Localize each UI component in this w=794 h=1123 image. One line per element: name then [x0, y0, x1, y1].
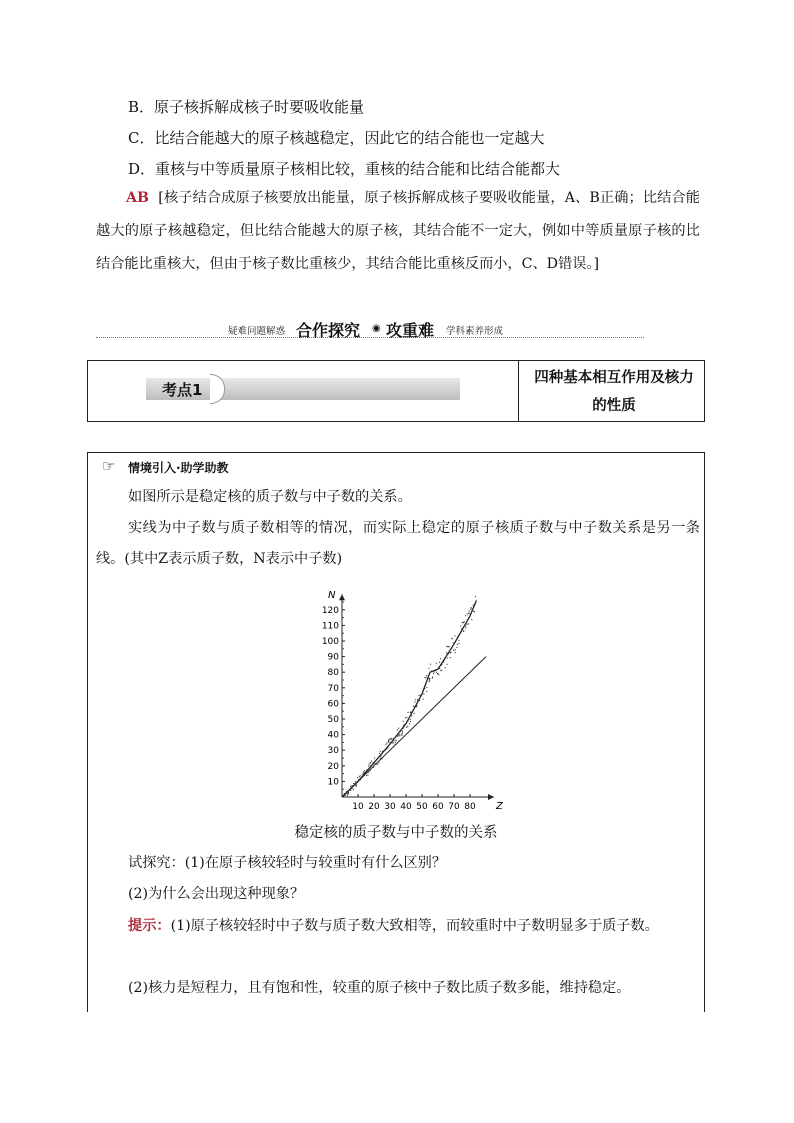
y-tick-label: 70: [327, 683, 339, 694]
scatter-dot: [460, 626, 461, 627]
scatter-dot: [365, 773, 366, 774]
scatter-dot: [423, 693, 424, 694]
scatter-dot: [437, 673, 438, 674]
y-axis-label: N: [328, 590, 336, 602]
scatter-dot: [461, 628, 462, 629]
scatter-dot: [453, 650, 454, 651]
banner-rule: [96, 337, 644, 338]
banner-center-b: 攻重难: [386, 321, 435, 340]
scatter-dot: [435, 670, 436, 671]
scatter-dot: [362, 773, 363, 774]
stability-chart: [318, 577, 508, 817]
scatter-dot: [441, 665, 442, 666]
scatter-dot: [370, 765, 371, 766]
scatter-dot: [406, 717, 407, 718]
scatter-dot: [447, 664, 448, 665]
scatter-dot: [420, 695, 421, 696]
scatter-dot: [370, 762, 371, 763]
scatter-dot: [357, 777, 358, 778]
scatter-dot: [410, 712, 411, 713]
scatter-dot: [475, 604, 476, 605]
scatter-dot: [380, 756, 381, 757]
y-tick-label: 30: [327, 746, 339, 757]
scatter-dot: [409, 723, 410, 724]
scatter-dot: [424, 677, 425, 678]
scatter-dot: [429, 679, 430, 680]
scatter-dot: [458, 643, 459, 644]
scatter-dot: [367, 774, 368, 775]
scatter-dot: [462, 622, 463, 623]
scatter-dot: [429, 678, 430, 679]
scatter-dot: [363, 775, 364, 776]
scatter-dot: [448, 653, 449, 654]
scatter-dot: [352, 788, 353, 789]
scatter-dot: [428, 668, 429, 669]
section-banner: [96, 318, 644, 340]
scatter-dot: [399, 735, 400, 736]
y-tick-label: 20: [327, 761, 339, 772]
y-tick-label: 50: [327, 715, 339, 725]
scatter-dot: [401, 733, 402, 734]
scatter-dot: [444, 659, 445, 660]
scatter-dot: [374, 757, 375, 758]
x-tick-label: 80: [464, 802, 476, 812]
hint-1: [96, 911, 700, 942]
scatter-dot: [445, 667, 446, 668]
scatter-dot: [458, 640, 459, 641]
scatter-dot: [371, 760, 372, 761]
scatter-dot: [397, 736, 398, 737]
scatter-dot: [449, 652, 450, 653]
x-tick-label: 30: [384, 802, 396, 812]
scatter-dot: [452, 638, 453, 639]
scatter-dot: [416, 705, 417, 706]
scatter-dot: [368, 765, 369, 766]
scatter-dot: [457, 636, 458, 637]
scatter-dot: [429, 681, 430, 682]
chart-axes: [328, 590, 504, 812]
scatter-dot: [441, 670, 442, 671]
scatter-dot: [345, 795, 346, 796]
x-tick-label: 60: [432, 802, 444, 812]
chart-ticks: [322, 602, 476, 812]
scatter-dot: [403, 721, 404, 722]
scatter-dot: [451, 652, 452, 653]
kaodian-box: [87, 360, 705, 422]
scatter-dot: [395, 744, 396, 745]
scatter-dot: [423, 699, 424, 700]
scatter-dot: [402, 732, 403, 733]
scatter-dot: [385, 750, 386, 751]
scatter-dot: [351, 787, 352, 788]
scatter-dot: [407, 726, 408, 727]
kaodian-tag: [146, 378, 460, 400]
question-1: 试探究：(1)在原子核较轻时与较重时有什么区别？: [128, 855, 447, 871]
scatter-dot: [373, 767, 374, 768]
situation-p2: 实线为中子数与质子数相等的情况，而实际上稳定的原子核质子数与中子数关系是另一条线。(其中Z表示质子数，N表示中子数): [96, 520, 700, 567]
scatter-dot: [436, 663, 437, 664]
scatter-dot: [393, 740, 394, 741]
scatter-dot: [367, 769, 368, 770]
scatter-dot: [471, 607, 472, 608]
scatter-dot: [393, 738, 394, 739]
kaodian-divider: [518, 361, 519, 421]
scatter-dot: [366, 775, 367, 776]
scatter-dot: [413, 706, 414, 707]
option-c: C．比结合能越大的原子核越稳定，因此它的结合能也一定越大: [128, 129, 545, 147]
scatter-dot: [436, 672, 437, 673]
scatter-dot: [422, 691, 423, 692]
scatter-dot: [467, 624, 468, 625]
scatter-dot: [387, 747, 388, 748]
kaodian-cap: [210, 374, 225, 404]
scatter-dot: [455, 652, 456, 653]
scatter-dot: [402, 731, 403, 732]
hint-1-text: (1)原子核较轻时中子数与质子数大致相等，而较重时中子数明显多于质子数。: [170, 918, 659, 934]
scatter-dot: [456, 647, 457, 648]
scatter-dot: [418, 695, 419, 696]
scatter-dot: [465, 627, 466, 628]
scatter-dot: [352, 786, 353, 787]
chart-scatter: [344, 596, 476, 796]
scatter-dot: [469, 611, 470, 612]
scatter-dot: [472, 610, 473, 611]
scatter-dot: [396, 740, 397, 741]
scatter-dot: [355, 785, 356, 786]
scatter-dot: [410, 721, 411, 722]
answer-text: [核子结合成原子核要放出能量，原子核拆解成核子要吸收能量，A、B正确；比结合能越大的原子核越稳定，但比结合能越大的原子核，其结合能不一定大，例如中等质量原子核的比结合能比重核大，但由于核子数比重核少，其结合能比重核反而小，C、D错误。]: [96, 190, 700, 272]
scatter-dot: [406, 727, 407, 728]
banner-center-a: 合作探究: [296, 321, 361, 340]
scatter-dot: [465, 626, 466, 627]
scatter-dot: [438, 674, 439, 675]
scatter-dot: [454, 635, 455, 636]
situation-p1: 如图所示是稳定核的质子数与中子数的关系。: [128, 489, 412, 505]
scatter-dot: [364, 772, 365, 773]
scatter-dot: [471, 619, 472, 620]
scatter-dot: [415, 699, 416, 700]
y-tick-label: 90: [327, 652, 339, 663]
scatter-dot: [433, 673, 434, 674]
scatter-dot: [417, 699, 418, 700]
scatter-dot: [350, 790, 351, 791]
x-axis-label: Z: [496, 801, 503, 812]
scatter-dot: [372, 762, 373, 763]
banner-right: 学科素养形成: [446, 326, 504, 337]
scatter-dot: [449, 646, 450, 647]
y-tick-label: 100: [321, 637, 339, 647]
banner-left: 疑难问题解惑: [228, 326, 286, 337]
kaodian-title: 四种基本相互作用及核力的性质: [534, 369, 694, 414]
scatter-dot: [446, 652, 447, 653]
scatter-dot: [426, 691, 427, 692]
scatter-dot: [404, 724, 405, 725]
scatter-dot: [376, 763, 377, 764]
scatter-dot: [414, 706, 415, 707]
y-tick-label: 80: [327, 668, 339, 679]
scatter-dot: [421, 693, 422, 694]
chart-series: [342, 600, 486, 797]
scatter-dot: [450, 657, 451, 658]
scatter-dot: [356, 784, 357, 785]
scatter-dot: [405, 717, 406, 718]
scatter-dot: [413, 709, 414, 710]
scatter-dot: [443, 661, 444, 662]
scatter-dot: [398, 728, 399, 729]
scatter-dot: [447, 657, 448, 658]
x-tick-label: 20: [368, 802, 380, 812]
y-tick-label: 120: [321, 605, 339, 616]
scatter-dot: [452, 642, 453, 643]
scatter-dot: [346, 791, 347, 792]
answer-explanation: [96, 182, 700, 281]
x-tick-label: 40: [400, 802, 412, 812]
scatter-dot: [380, 758, 381, 759]
scatter-dot: [354, 783, 355, 784]
scatter-dot: [385, 744, 386, 745]
scatter-dot: [407, 712, 408, 713]
option-b: B．原子核拆解成核子时要吸收能量: [128, 98, 365, 116]
scatter-dot: [469, 613, 470, 614]
hint-label: 提示：: [128, 918, 171, 934]
scatter-dot: [348, 791, 349, 792]
scatter-dot: [391, 738, 392, 739]
scatter-dot: [378, 762, 379, 763]
scatter-dot: [417, 700, 418, 701]
scatter-dot: [388, 741, 389, 742]
scatter-dot: [353, 783, 354, 784]
scatter-dot: [420, 697, 421, 698]
scatter-dot: [354, 784, 355, 785]
scatter-dot: [465, 615, 466, 616]
scatter-dot: [383, 750, 384, 751]
scatter-dot: [388, 740, 389, 741]
scatter-dot: [403, 727, 404, 728]
x-axis-arrow: [488, 794, 494, 800]
scatter-dot: [413, 713, 414, 714]
scatter-dot: [389, 738, 390, 739]
scatter-dot: [457, 644, 458, 645]
chart-caption: 稳定核的质子数与中子数的关系: [294, 825, 498, 841]
scatter-dot: [474, 611, 475, 612]
scatter-dot: [439, 662, 440, 663]
banner-dot-icon: ◉: [372, 323, 381, 334]
scatter-dot: [390, 739, 391, 740]
scatter-dot: [347, 795, 348, 796]
scatter-dot: [424, 688, 425, 689]
scatter-dot: [410, 719, 411, 720]
scatter-dot: [428, 677, 429, 678]
scatter-dot: [446, 646, 447, 647]
scatter-dot: [403, 725, 404, 726]
scatter-dot: [368, 772, 369, 773]
pointing-hand-icon: ☞: [102, 457, 116, 475]
y-tick-label: 10: [327, 777, 339, 788]
scatter-dot: [416, 706, 417, 707]
y-tick-label: 110: [321, 621, 339, 632]
scatter-dot: [355, 781, 356, 782]
scatter-dot: [382, 758, 383, 759]
scatter-dot: [467, 613, 468, 614]
scatter-dot: [463, 630, 464, 631]
scatter-dot: [475, 596, 476, 597]
kaodian-label: 考点1: [162, 381, 203, 399]
answer-key: AB: [126, 190, 149, 206]
scatter-dot: [382, 751, 383, 752]
scatter-dot: [401, 735, 402, 736]
scatter-dot: [401, 730, 402, 731]
scatter-dot: [473, 605, 474, 606]
situation-heading: 情境引入·助学助教: [128, 461, 229, 475]
scatter-dot: [468, 623, 469, 624]
scatter-dot: [369, 763, 370, 764]
scatter-dot: [433, 671, 434, 672]
scatter-dot: [351, 785, 352, 786]
scatter-dot: [370, 770, 371, 771]
situation-box: [87, 452, 705, 1012]
y-tick-label: 40: [327, 730, 339, 741]
scatter-dot: [441, 664, 442, 665]
scatter-dot: [373, 763, 374, 764]
scatter-dot: [426, 675, 427, 676]
scatter-dot: [395, 742, 396, 743]
scatter-dot: [398, 735, 399, 736]
scatter-dot: [432, 678, 433, 679]
question-2: (2)为什么会出现这种现象？: [128, 886, 305, 902]
scatter-dot: [378, 757, 379, 758]
scatter-dot: [406, 722, 407, 723]
scatter-dot: [440, 658, 441, 659]
scatter-dot: [426, 677, 427, 678]
scatter-dot: [408, 720, 409, 721]
scatter-dot: [392, 742, 393, 743]
scatter-dot: [360, 775, 361, 776]
scatter-dot: [419, 700, 420, 701]
scatter-dot: [374, 763, 375, 764]
scatter-dot: [353, 789, 354, 790]
series-line-2: [342, 600, 476, 797]
scatter-dot: [455, 649, 456, 650]
scatter-dot: [399, 734, 400, 735]
y-axis-arrow: [339, 594, 345, 600]
scatter-dot: [364, 770, 365, 771]
scatter-dot: [344, 793, 345, 794]
scatter-dot: [414, 702, 415, 703]
scatter-dot: [350, 786, 351, 787]
y-tick-label: 60: [327, 699, 339, 710]
scatter-dot: [426, 687, 427, 688]
scatter-dot: [379, 753, 380, 754]
scatter-dot: [386, 743, 387, 744]
scatter-dot: [439, 668, 440, 669]
scatter-dot: [386, 749, 387, 750]
scatter-dot: [389, 742, 390, 743]
scatter-dot: [393, 742, 394, 743]
x-tick-label: 70: [448, 802, 460, 812]
scatter-dot: [431, 670, 432, 671]
option-d: D．重核与中等质量原子核相比较，重核的结合能和比结合能都大: [128, 160, 561, 178]
x-tick-label: 10: [352, 802, 364, 812]
scatter-dot: [360, 779, 361, 780]
scatter-dot: [470, 609, 471, 610]
scatter-dot: [464, 621, 465, 622]
scatter-dot: [432, 676, 433, 677]
hint-2: (2)核力是短程力，且有饱和性，较重的原子核中子数比质子数多能，维持稳定。: [128, 980, 631, 996]
scatter-dot: [411, 715, 412, 716]
scatter-dot: [430, 664, 431, 665]
x-tick-label: 50: [416, 802, 428, 812]
scatter-dot: [380, 751, 381, 752]
scatter-dot: [400, 731, 401, 732]
scatter-dot: [397, 729, 398, 730]
scatter-dot: [460, 631, 461, 632]
scatter-dot: [348, 793, 349, 794]
scatter-dot: [381, 754, 382, 755]
